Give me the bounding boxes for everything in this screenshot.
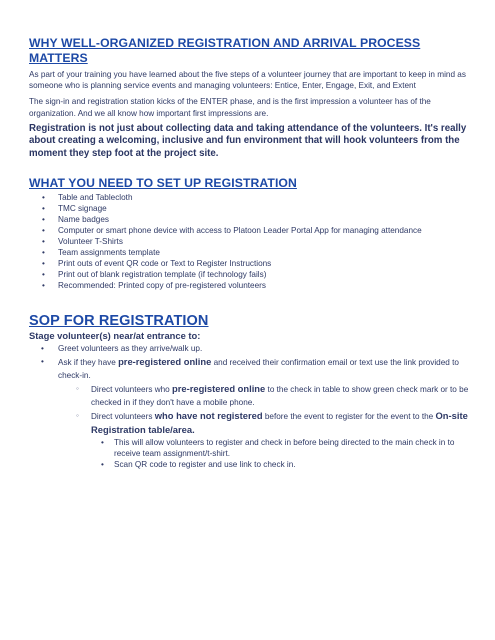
list-item-text: This will allow volunteers to register and check in before being directed to the main check in to receive team assignment/t-shirt. xyxy=(114,437,455,458)
document-page xyxy=(29,36,469,470)
list-item-text: Recommended: Printed copy of pre-registered volunteers xyxy=(58,281,266,291)
setup-list xyxy=(29,192,469,292)
list-item xyxy=(29,258,469,269)
list-item xyxy=(29,269,469,280)
sop-subsublist-wrapper xyxy=(65,437,469,470)
list-item xyxy=(91,437,469,459)
sop-subheading: Stage volunteer(s) near/at entrance to: xyxy=(29,330,201,342)
emphasis-text: pre-registered online xyxy=(118,355,212,367)
list-item xyxy=(29,343,469,354)
emphasis-text: pre-registered online xyxy=(172,382,266,394)
bullet-icon: • xyxy=(42,192,45,202)
bullet-icon: • xyxy=(42,259,45,269)
list-item xyxy=(29,192,469,203)
list-item xyxy=(29,247,469,258)
list-item-text: Scan QR code to register and use link to check in. xyxy=(114,459,296,469)
bullet-icon: • xyxy=(42,236,45,246)
list-item-text: TMC signage xyxy=(58,203,107,213)
bullet-icon: • xyxy=(42,270,45,280)
sop-list xyxy=(29,343,469,381)
text-segment: Ask if they have xyxy=(58,357,119,367)
list-item xyxy=(65,382,469,409)
list-item-text: Volunteer T-Shirts xyxy=(58,236,123,246)
intro-paragraph: As part of your training you have learned about the five steps of a volunteer journey that are important to keep in mind as someone who is planning service events and managing volunteers: Entice, Enter, Engage, Exit, and Extent xyxy=(29,70,466,91)
bullet-icon: • xyxy=(41,344,44,354)
list-item-text: Greet volunteers as they arrive/walk up. xyxy=(58,344,203,354)
bullet-icon: • xyxy=(41,356,44,366)
list-item-text: Print out of blank registration template (if technology fails) xyxy=(58,270,267,280)
enter-phase-paragraph: The sign-in and registration station kicks of the ENTER phase, and is the first impression a volunteer has of the organization. And we all know how important first impressions are. xyxy=(29,97,431,118)
section-heading-why: WHY WELL-ORGANIZED REGISTRATION AND ARRIVAL PROCESS MATTERS xyxy=(29,36,421,65)
emphasis-text: On-site Registration table/area. xyxy=(91,409,468,435)
list-item-text: Print outs of event QR code or Text to Register Instructions xyxy=(58,259,272,269)
circle-bullet-icon: ◦ xyxy=(76,410,79,420)
list-item xyxy=(29,225,469,236)
bullet-icon: • xyxy=(42,248,45,258)
text-segment: before the event to register for the event to the xyxy=(262,411,436,421)
list-item xyxy=(91,459,469,470)
list-item xyxy=(29,236,469,247)
text-segment: Direct volunteers xyxy=(91,411,155,421)
bullet-icon: • xyxy=(101,459,104,469)
registration-emphasis-paragraph: Registration is not just about collecting data and taking attendance of the volunteers. It's really about creating a welcoming, inclusive and fun environment that will hook volunteers from the moment they step foot at the project site. xyxy=(29,122,467,159)
list-item-text: Computer or smart phone device with access to Platoon Leader Portal App for managing attendance xyxy=(58,225,422,235)
bullet-icon: • xyxy=(42,214,45,224)
list-item xyxy=(65,437,469,470)
list-item-text: Table and Tablecloth xyxy=(58,192,133,202)
emphasis-text: who have not registered xyxy=(154,409,263,421)
sop-sublist xyxy=(65,382,469,437)
bullet-icon: • xyxy=(42,203,45,213)
list-item xyxy=(65,409,469,437)
circle-bullet-icon: ◦ xyxy=(76,383,79,393)
list-item xyxy=(29,355,469,382)
list-item xyxy=(29,214,469,225)
bullet-icon: • xyxy=(101,437,104,447)
list-item-text: Team assignments template xyxy=(58,248,160,258)
list-item xyxy=(29,280,469,291)
bullet-icon: • xyxy=(42,281,45,291)
section-heading-sop: SOP FOR REGISTRATION xyxy=(29,313,209,330)
section-heading-setup: WHAT YOU NEED TO SET UP REGISTRATION xyxy=(29,175,297,190)
bullet-icon: • xyxy=(42,225,45,235)
text-segment: to the check in table to show green check mark or to be checked in if they don't have a mobile phone. xyxy=(91,384,469,407)
sop-subsublist xyxy=(91,437,469,470)
list-item xyxy=(29,203,469,214)
text-segment: Direct volunteers who xyxy=(91,384,172,394)
text-segment: and received their confirmation email or text use the link provided to check-in. xyxy=(58,357,459,380)
list-item-text: Name badges xyxy=(58,214,109,224)
